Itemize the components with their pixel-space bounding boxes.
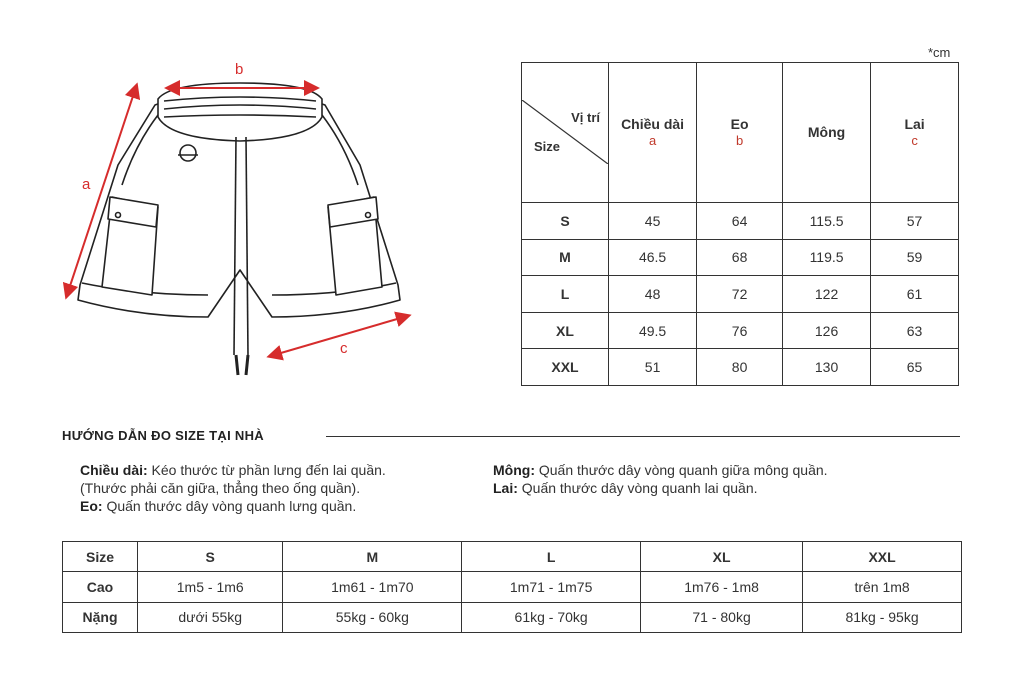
cell-value: trên 1m8 [803, 572, 962, 602]
cell-value: dưới 55kg [138, 602, 283, 632]
row-size-label: XL [522, 312, 609, 349]
row-size-label: M [522, 239, 609, 276]
table-row [522, 276, 959, 313]
corner-cell [522, 63, 609, 203]
cell-value: 126 [783, 312, 871, 349]
header-hip: Mông [783, 63, 871, 203]
cell-value: 48 [609, 276, 697, 313]
cell-value: 1m76 - 1m8 [641, 572, 803, 602]
shorts-illustration [60, 55, 420, 395]
label-b: b [235, 61, 244, 78]
table-row [522, 349, 959, 386]
guide-left-column [80, 461, 480, 515]
cell-value: 119.5 [783, 239, 871, 276]
cell-value: 57 [871, 202, 959, 239]
cell-value: 1m61 - 1m70 [283, 572, 462, 602]
cell-value: 64 [697, 202, 783, 239]
unit-note: *cm [928, 45, 951, 60]
header-length: Chiều dài a [609, 63, 697, 203]
header-waist: Eo b [697, 63, 783, 203]
cell-value: 61 [871, 276, 959, 313]
cell-value: 46.5 [609, 239, 697, 276]
cell-value: 76 [697, 312, 783, 349]
guide-item-waist: Eo: Quấn thước dây vòng quanh lưng quần. [80, 498, 357, 514]
guide-right-column [493, 461, 953, 497]
corner-position-label: Vị trí [571, 110, 600, 126]
body-header-size: XXL [803, 542, 962, 572]
guide-item-length: Chiều dài: Kéo thước từ phần lưng đến lai quần. [80, 462, 386, 478]
body-header-size: M [283, 542, 462, 572]
cell-value: 80 [697, 349, 783, 386]
cell-value: 55kg - 60kg [283, 602, 462, 632]
cell-value: 130 [783, 349, 871, 386]
body-table-header-row [63, 542, 962, 572]
body-header-size: XL [641, 542, 803, 572]
table-row [522, 202, 959, 239]
table-row [522, 312, 959, 349]
guide-item-length-note: (Thước phải căn giữa, thẳng theo ống quần). [80, 480, 361, 496]
body-row-label: Nặng [63, 602, 138, 632]
cell-value: 1m5 - 1m6 [138, 572, 283, 602]
cell-value: 71 - 80kg [641, 602, 803, 632]
row-size-label: XXL [522, 349, 609, 386]
guide-item-hem: Lai: Quấn thước dây vòng quanh lai quần. [493, 480, 758, 496]
guide-title: HƯỚNG DẪN ĐO SIZE TẠI NHÀ [62, 428, 264, 443]
cell-value: 81kg - 95kg [803, 602, 962, 632]
cell-value: 1m71 - 1m75 [462, 572, 641, 602]
row-size-label: L [522, 276, 609, 313]
body-row-label: Cao [63, 572, 138, 602]
cell-value: 72 [697, 276, 783, 313]
guide-item-hip: Mông: Quấn thước dây vòng quanh giữa mông quần. [493, 462, 828, 478]
table-row [63, 572, 962, 602]
body-header-size: S [138, 542, 283, 572]
table-row [522, 239, 959, 276]
body-header-label: Size [63, 542, 138, 572]
cell-value: 51 [609, 349, 697, 386]
header-hem: Lai c [871, 63, 959, 203]
measurement-table [521, 62, 959, 386]
cell-value: 122 [783, 276, 871, 313]
body-size-table [62, 541, 962, 633]
cell-value: 68 [697, 239, 783, 276]
cell-value: 63 [871, 312, 959, 349]
guide-divider [326, 436, 960, 437]
corner-size-label: Size [534, 139, 561, 155]
arrow-c [274, 317, 404, 355]
cell-value: 61kg - 70kg [462, 602, 641, 632]
label-c: c [340, 340, 348, 357]
cell-value: 115.5 [783, 202, 871, 239]
label-a: a [82, 176, 91, 193]
table-row [63, 602, 962, 632]
measurement-header-row [522, 63, 959, 203]
cell-value: 45 [609, 202, 697, 239]
cell-value: 65 [871, 349, 959, 386]
body-header-size: L [462, 542, 641, 572]
row-size-label: S [522, 202, 609, 239]
cell-value: 49.5 [609, 312, 697, 349]
cell-value: 59 [871, 239, 959, 276]
